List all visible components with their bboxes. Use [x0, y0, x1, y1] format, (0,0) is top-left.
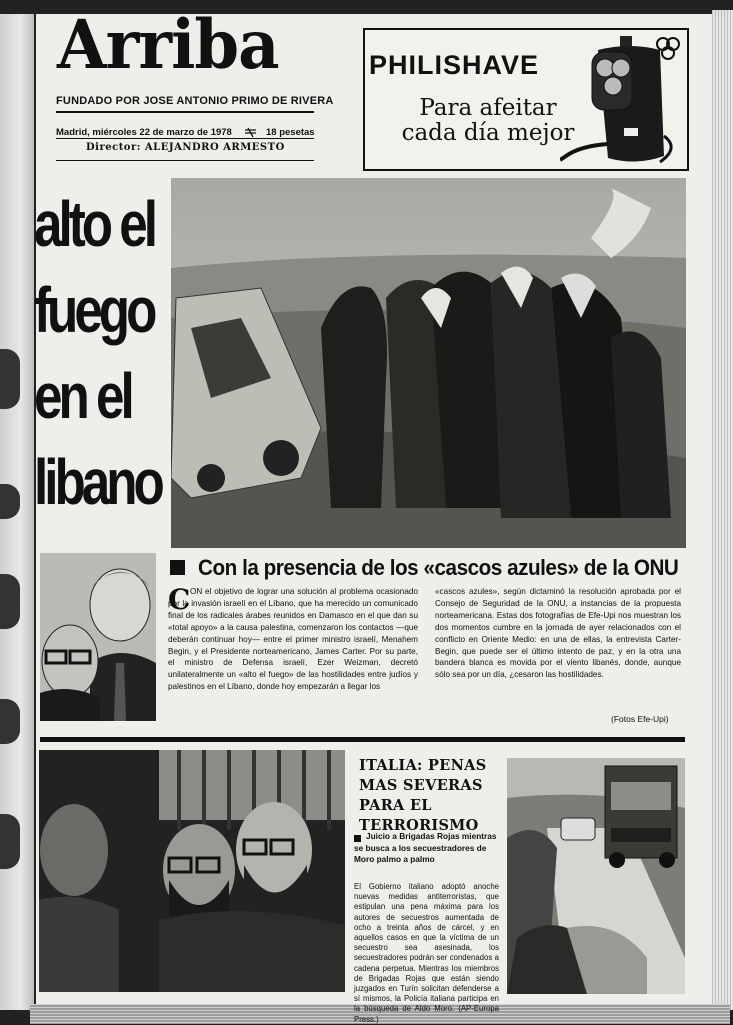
photo-credit: (Fotos Efe-Upi): [611, 714, 669, 724]
story-title: Con la presencia de los «cascos azules» de la ONU: [198, 555, 679, 580]
masthead-rule: [56, 160, 314, 161]
masthead-date: Madrid, miércoles 22 de marzo de 1978: [56, 127, 232, 138]
headline-line: en el: [34, 360, 131, 432]
carter-begin-photo: [40, 553, 156, 721]
main-headline: [34, 181, 174, 525]
italia-lead: Juicio a Brigadas Rojas mientras se busca a los secuestradores de Moro palmo a palmo: [354, 831, 497, 864]
headline-line: fuego: [34, 274, 154, 346]
facing-page-mark: [0, 814, 20, 869]
masthead-founded-line: FUNDADO POR JOSE ANTONIO PRIMO DE RIVERA: [56, 95, 334, 107]
moro-search-photo: [507, 758, 685, 994]
headline-line: alto el: [34, 188, 154, 260]
masthead-price: 18 pesetas: [266, 127, 315, 138]
facing-page-mark: [0, 699, 20, 744]
facing-page-mark: [0, 349, 20, 409]
ad-slogan-line: Para afeitar: [419, 95, 557, 121]
masthead-title: Arriba: [57, 6, 279, 85]
masthead-rule: [56, 138, 314, 139]
story-column-2: «cascos azules», según dictaminó la resolución aprobada por el Consejo de Seguridad de la ONU, a instancias de la propuesta norteamericana. Estas dos fotografías de Efe-Upi nos muestran los dos momentos cumbre en la jornada de ayer relacionados con el conflicto en Oriente Medio: en una de ellas, la entrevista Carter-Begin, que puede ser el último intento de paz, y en la otra una bandera blanca es movida por el viento libanés, donde, aunque sólo sea por un día, ¿cesaron las hostilidades.: [435, 587, 681, 680]
section-divider: [40, 737, 685, 742]
ad-brand: PHILISHAVE: [369, 50, 540, 80]
story-column-1: ON el objetivo de lograr una solución al problema ocasionado por la invasión israelí en el Líbano, que ha merecido un comunicado final de los radicales árabes reunidos en Damasco en el que dan su «total apoyo» a la causa palestina, comenzaron los contactos —que deberán continuar hoy— entre el primer ministro israelí, Menahem Begin, y el Presidente norteamericano, James Carter. Por su parte, el ministro de Defensa israelí, Ezer Weizman, decretó unilateralmente un «alto el fuego» de las hostilidades entre judíos y palestinos en el Líbano, donde hoy empezarán a llegar los: [168, 587, 418, 692]
italia-body: El Gobierno italiano adoptó anoche nuevas medidas antiterroristas, que estipulan una pena máxima para los autores de secuestros aumentada de ocho a treinta años de cárcel, y en aquellos casos en que la víctima de un secuestro sea asesinada, los secuestradores podrán ser condenados a cadena perpetua. Mientras los miembros de Brigadas Rojas que están siendo juzgados en Turín solicitan defenderse a sí mismos, la Policía italiana participa en la búsqueda de Aldo Moro. (AP-Europa Press.): [354, 882, 499, 1024]
headline-line: libano: [34, 446, 161, 518]
facing-page-mark: [0, 484, 20, 519]
italia-headline: ITALIA: PENAS MAS SEVERAS PARA EL TERRORISMO: [359, 757, 487, 834]
edition-mark-icon: [244, 127, 258, 138]
brigadas-rojas-trial-photo: [39, 750, 345, 992]
ad-slogan-line: cada día mejor: [401, 120, 575, 146]
ceasefire-photo: [171, 178, 686, 548]
page-stack-edge: [712, 10, 733, 1010]
story-bullet: [170, 560, 185, 575]
facing-page-edge: [0, 14, 34, 1010]
masthead-rule: [56, 111, 314, 113]
electric-shaver-icon: [560, 36, 682, 168]
masthead-director: Director: ALEJANDRO ARMESTO: [86, 142, 285, 153]
story-dropcap: C: [168, 583, 191, 616]
facing-page-mark: [0, 574, 20, 629]
